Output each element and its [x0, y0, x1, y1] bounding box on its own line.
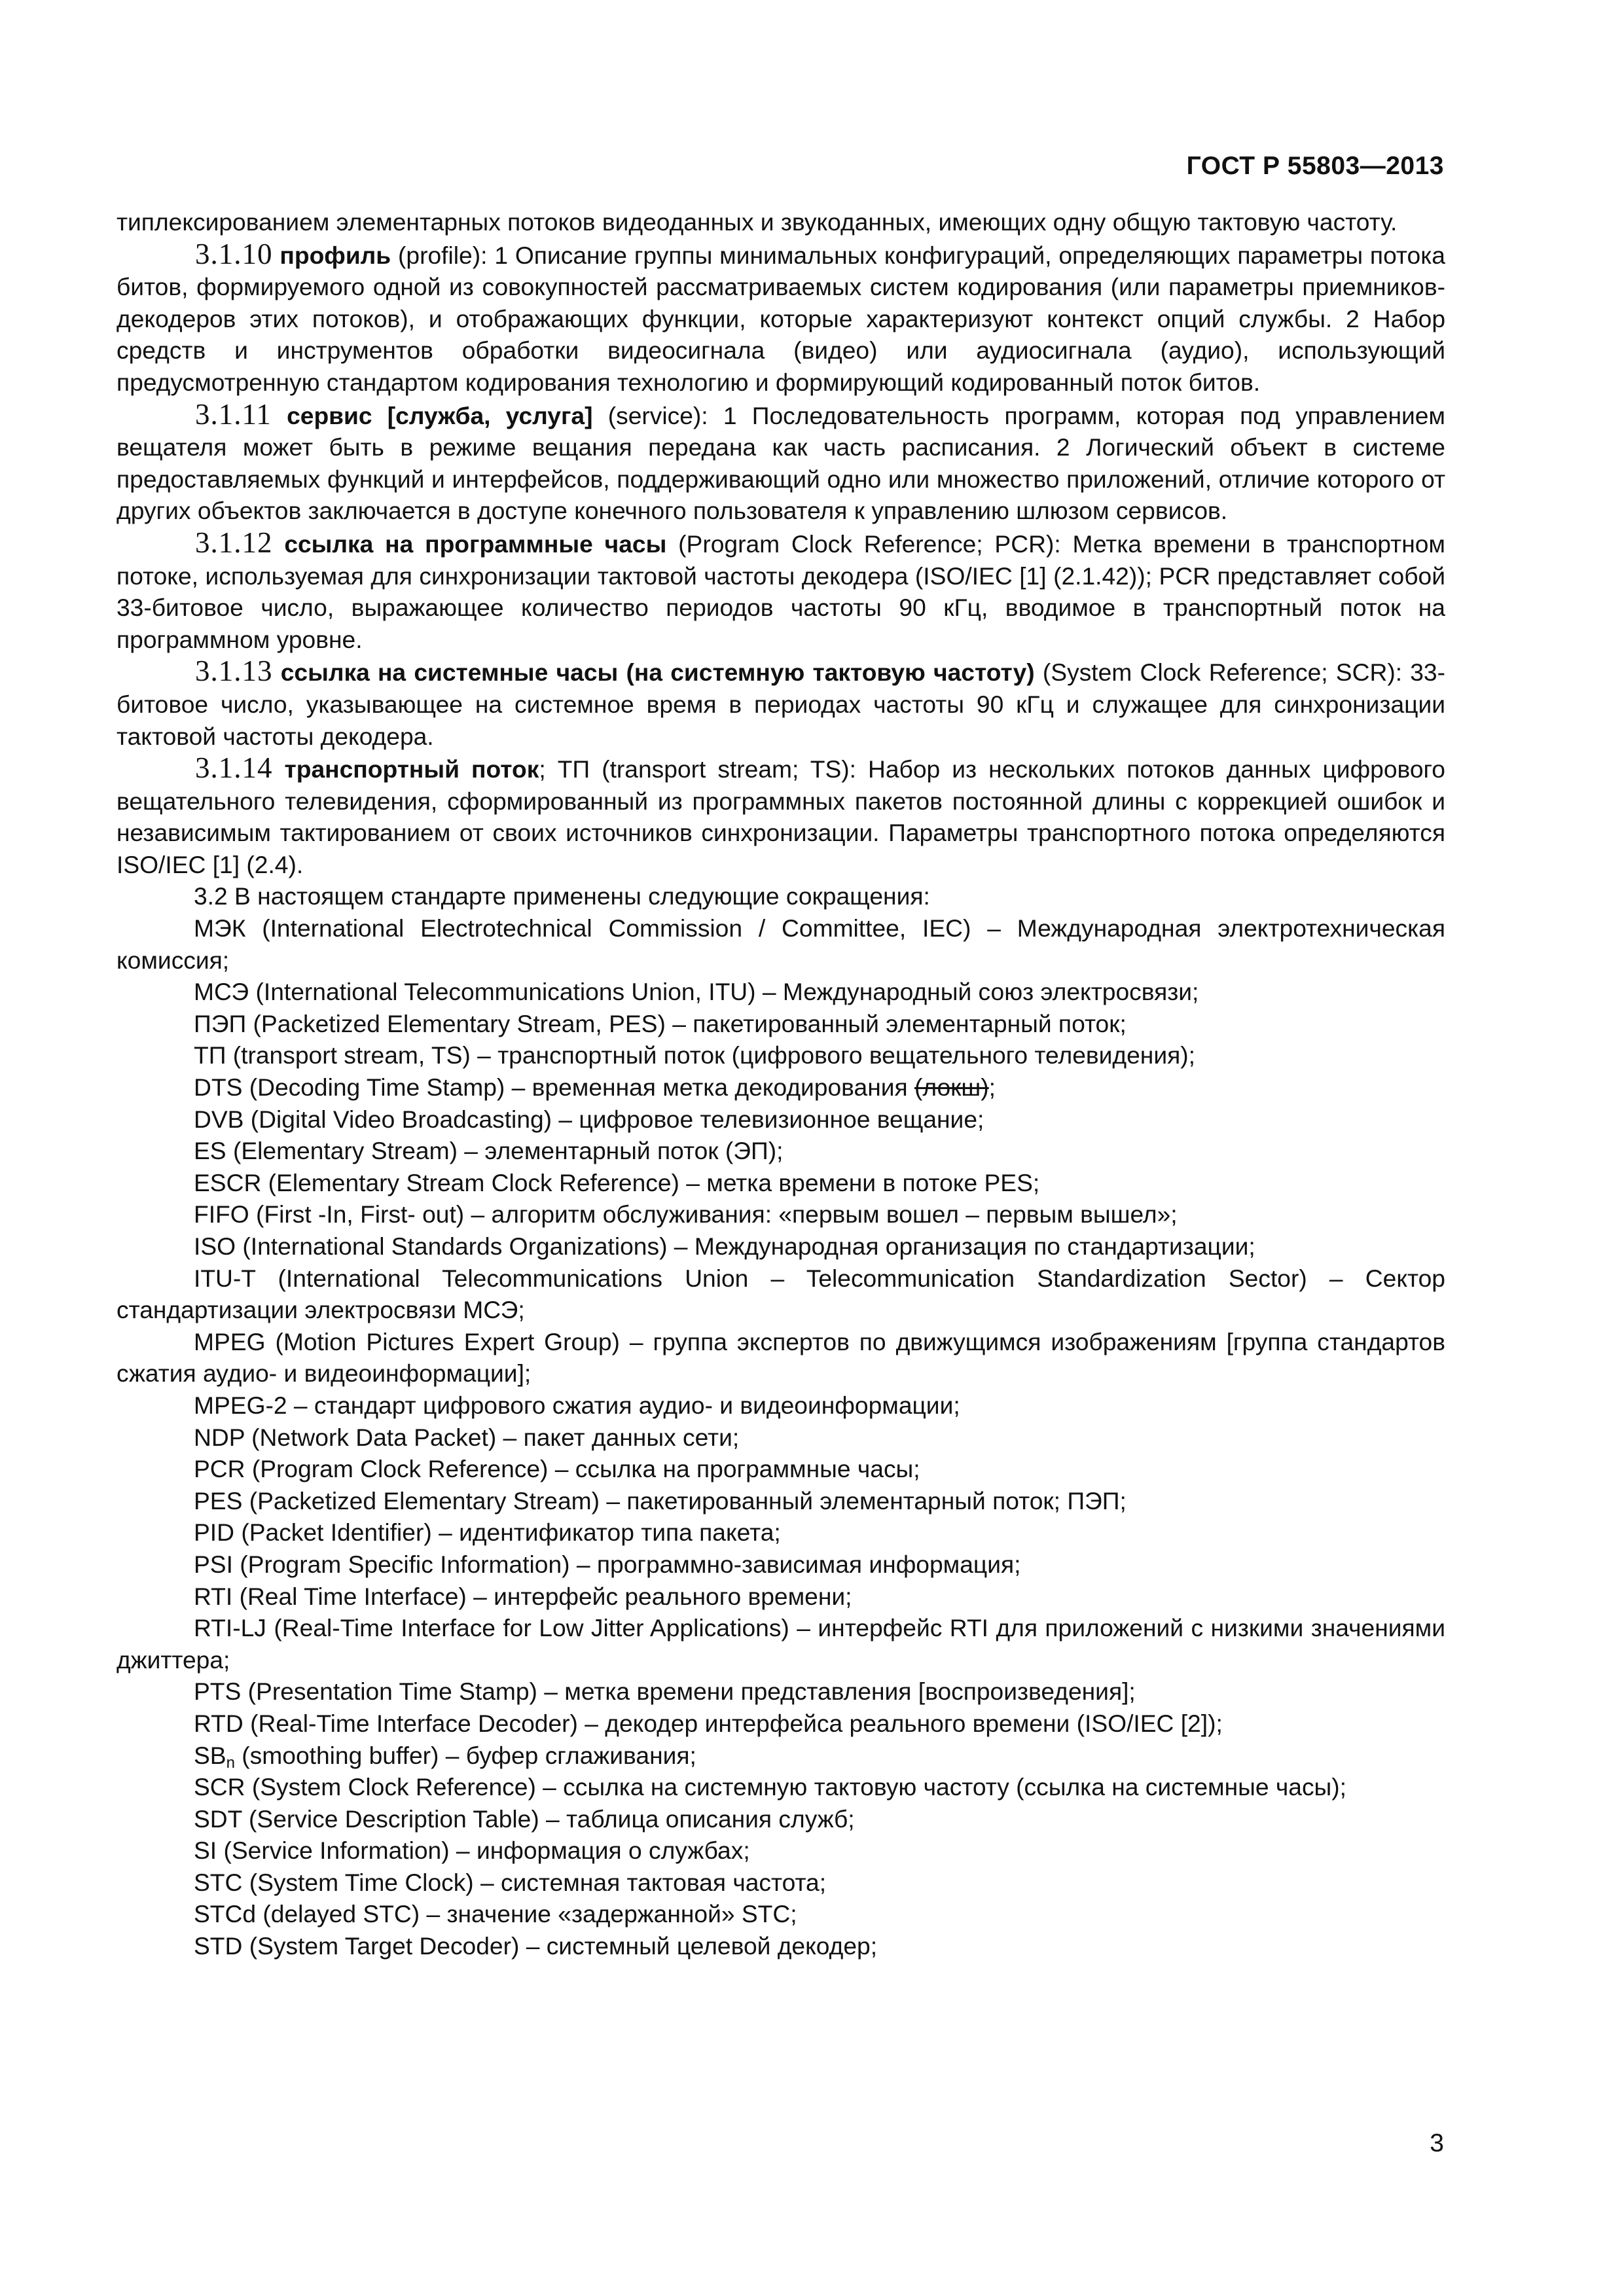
abbreviation-item: FIFO (First -In, First- out) – алгоритм обслуживания: «первым вошел – первым вышел»; — [194, 1200, 1178, 1229]
term: профиль — [280, 241, 391, 269]
definition-3-1-10 — [117, 238, 1445, 399]
definition-3-1-12 — [117, 527, 1445, 655]
definition-text: (Program Clock Reference; PCR): Метка времени в транспортном потоке, используемая для синхронизации тактовой частоты декодера (ISO/IEC [1] (2.1.42)); PCR представляет собой 33-битовое число, выражающее количество периодов частоты 90 кГц, вводимое в транспортный поток на программном уровне. — [117, 529, 1445, 653]
abbreviation-text: SB — [194, 1741, 226, 1769]
abbreviation-item: RTI (Real Time Interface) – интерфейс реального времени; — [194, 1582, 852, 1610]
definition-3-1-14 — [117, 752, 1445, 880]
term: ссылка на программные часы — [284, 529, 667, 558]
abbreviation-item: PCR (Program Clock Reference) – ссылка на программные часы; — [194, 1455, 920, 1483]
abbreviation-item: RTI-LJ (Real-Time Interface for Low Jitter Applications) – интерфейс RTI для приложений с низкими значениями джиттера; — [117, 1614, 1445, 1674]
abbreviation-text: ; — [988, 1073, 996, 1102]
abbreviation-item: DVB (Digital Video Broadcasting) – цифровое телевизионное вещание; — [194, 1105, 984, 1133]
abbreviation-item: PSI (Program Specific Information) – программно-зависимая информация; — [194, 1550, 1021, 1578]
definition-text: (profile): 1 Описание группы минимальных конфигураций, определяющих параметры потока битов, формируемого одной из совокупностей рассматриваемых систем кодирования (или параметры приемников-декодеров этих потоков), и отображающих функции, которые характеризуют контекст опций службы. 2 Набор средств и инструментов обработки видеосигнала (видео) или аудиосигнала (аудио), использующий предусмотренную стандартом кодирования технологию и формирующий кодированный поток битов. — [117, 241, 1445, 396]
definition-text: (service): 1 Последовательность программ, которая под управлением вещателя может быть в режиме вещания передана как часть расписания. 2 Логический объект в системе предоставляемых функций и интерфейсов, поддерживающий одно или множество приложений, отличие которого от других объектов заключается в доступе конечного пользователя к управлению шлюзом сервисов. — [117, 401, 1446, 525]
abbreviations-intro: 3.2 В настоящем стандарте применены следующие сокращения: — [194, 882, 930, 910]
term: ссылка на системные часы (на системную тактовую частоту) — [280, 658, 1035, 687]
term: транспортный поток — [284, 755, 539, 783]
abbreviation-item: STC (System Time Clock) – системная тактовая частота; — [194, 1868, 827, 1896]
abbreviation-item: RTD (Real-Time Interface Decoder) – декодер интерфейса реального времени (ISO/IEC [2]); — [194, 1709, 1223, 1737]
abbreviation-item: МСЭ (International Telecommunications Union, ITU) – Международный союз электросвязи; — [194, 978, 1199, 1006]
abbreviation-item: ПЭП (Packetized Elementary Stream, PES) – пакетированный элементарный поток; — [194, 1009, 1127, 1037]
abbreviation-item: МЭК (International Electrotechnical Commission / Committee, IEC) – Международная электротехническая комиссия; — [117, 914, 1445, 974]
abbreviation-item: ТП (transport stream, TS) – транспортный поток (цифрового вещательного телевидения); — [194, 1041, 1195, 1069]
clause-number: 3.1.10 — [195, 237, 273, 270]
abbreviation-item: MPEG (Motion Pictures Expert Group) – группа экспертов по движущимся изображениям [группа стандартов сжатия аудио- и видеоинформации]; — [117, 1327, 1445, 1388]
abbreviation-text: DTS (Decoding Time Stamp) – временная метка декодирования — [194, 1073, 914, 1102]
document-body — [117, 206, 1445, 1962]
abbreviation-item: SCR (System Clock Reference) – ссылка на системную тактовую частоту (ссылка на системные часы); — [194, 1773, 1346, 1801]
term: сервис [служба, услуга] — [287, 401, 593, 429]
abbreviation-item: ES (Elementary Stream) – элементарный поток (ЭП); — [194, 1137, 784, 1165]
abbreviation-item: SDT (Service Description Table) – таблица описания служб; — [194, 1804, 855, 1833]
clause-number: 3.1.11 — [195, 397, 272, 431]
intro-paragraph: типлексированием элементарных потоков видеоданных и звукоданных, имеющих одну общую тактовую частоту. — [117, 208, 1398, 236]
abbreviation-item: SI (Service Information) – информация о службах; — [194, 1837, 750, 1865]
page-number: 3 — [1430, 2129, 1444, 2157]
clause-number: 3.1.12 — [195, 526, 273, 559]
document-header: ГОСТ Р 55803—2013 — [1186, 152, 1444, 180]
abbreviation-item — [117, 1740, 1445, 1772]
abbreviation-item: PTS (Presentation Time Stamp) – метка времени представления [воспроизведения]; — [194, 1677, 1136, 1706]
abbreviation-item: STD (System Target Decoder) – системный целевой декодер; — [194, 1932, 878, 1960]
abbreviation-item: STCd (delayed STC) – значение «задержанной» STC; — [194, 1900, 797, 1928]
abbreviation-item: ESCR (Elementary Stream Clock Reference) – метка времени в потоке PES; — [194, 1168, 1040, 1196]
definition-3-1-11 — [117, 399, 1445, 527]
abbreviation-item: ISO (International Standards Organizations) – Международная организация по стандартизации; — [194, 1232, 1255, 1260]
abbreviation-item: NDP (Network Data Packet) – пакет данных сети; — [194, 1423, 740, 1451]
abbreviation-item: MPEG-2 – стандарт цифрового сжатия аудио- и видеоинформации; — [194, 1391, 960, 1419]
clause-number: 3.1.14 — [195, 751, 273, 785]
definition-text: ; ТП (transport stream; TS): Набор из нескольких потоков данных цифрового вещательного телевидения, сформированный из программных пакетов постоянной длины с коррекцией ошибок и независимым тактированием от своих источников синхронизации. Параметры транспортного потока определяются ISO/IEC [1] (2.4). — [117, 755, 1445, 878]
definition-text: (System Clock Reference; SCR): 33-битовое число, указывающее на системное время в периодах частоты 90 кГц и служащее для синхронизации тактовой частоты декодера. — [117, 658, 1445, 750]
struck-text: (локш) — [914, 1073, 989, 1102]
definition-3-1-13 — [117, 655, 1445, 752]
clause-number: 3.1.13 — [195, 655, 273, 688]
abbreviation-item — [117, 1071, 1445, 1103]
abbreviation-text: (smoothing buffer) – буфер сглаживания; — [234, 1741, 696, 1769]
abbreviation-item: PID (Packet Identifier) – идентификатор типа пакета; — [194, 1518, 781, 1547]
abbreviation-list — [117, 912, 1445, 1962]
abbreviation-item: PES (Packetized Elementary Stream) – пакетированный элементарный поток; ПЭП; — [194, 1486, 1127, 1515]
subscript: n — [226, 1753, 235, 1772]
abbreviation-item: ITU-T (International Telecommunications Union – Telecommunication Standardization Sector) – Сектор стандартизации электросвязи МСЭ; — [117, 1264, 1445, 1324]
